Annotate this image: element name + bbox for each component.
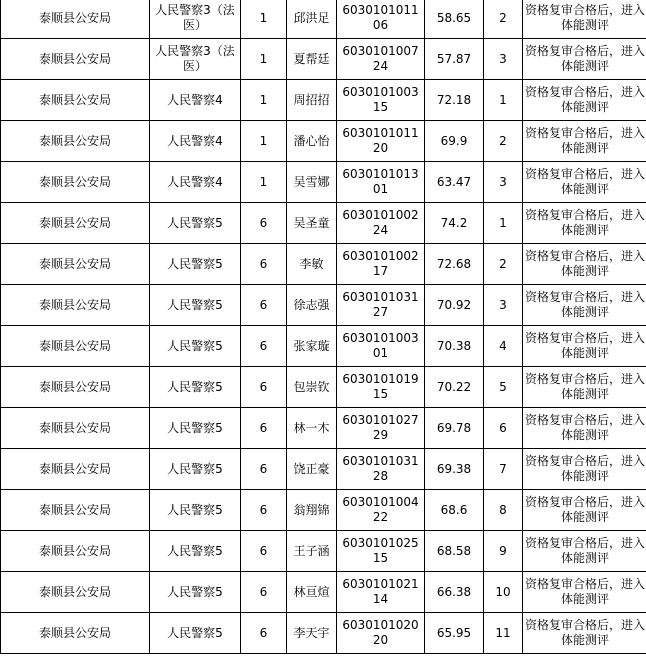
cell-recruiting-unit: 泰顺县公安局 [1, 367, 150, 408]
cell-written-score: 72.18 [425, 80, 484, 121]
cell-position: 人民警察5 [150, 490, 241, 531]
cell-hire-count: 6 [241, 531, 287, 572]
cell-exam-number: 603010102729 [337, 408, 425, 449]
table-row [1, 531, 646, 572]
cell-recruiting-unit: 泰顺县公安局 [1, 572, 150, 613]
cell-recruiting-unit: 泰顺县公安局 [1, 531, 150, 572]
cell-rank: 2 [484, 0, 523, 39]
cell-rank: 10 [484, 572, 523, 613]
cell-recruiting-unit: 泰顺县公安局 [1, 80, 150, 121]
cell-candidate-name: 邱洪足 [287, 0, 337, 39]
cell-rank: 1 [484, 203, 523, 244]
cell-hire-count: 6 [241, 203, 287, 244]
cell-position: 人民警察5 [150, 531, 241, 572]
cell-hire-count: 6 [241, 244, 287, 285]
table-row [1, 0, 646, 39]
cell-rank: 9 [484, 531, 523, 572]
cell-candidate-name: 周招招 [287, 80, 337, 121]
cell-written-score: 69.78 [425, 408, 484, 449]
cell-candidate-name: 林亘煊 [287, 572, 337, 613]
cell-written-score: 68.58 [425, 531, 484, 572]
table-row [1, 203, 646, 244]
cell-hire-count: 6 [241, 449, 287, 490]
cell-rank: 11 [484, 613, 523, 654]
cell-written-score: 65.95 [425, 613, 484, 654]
cell-remark: 资格复审合格后，进入体能测评 [523, 449, 646, 490]
cell-written-score: 70.92 [425, 285, 484, 326]
cell-written-score: 57.87 [425, 39, 484, 80]
cell-remark: 资格复审合格后，进入体能测评 [523, 572, 646, 613]
cell-hire-count: 6 [241, 490, 287, 531]
cell-exam-number: 603010101301 [337, 162, 425, 203]
cell-position: 人民警察3（法医） [150, 39, 241, 80]
cell-position: 人民警察5 [150, 367, 241, 408]
cell-hire-count: 6 [241, 326, 287, 367]
cell-written-score: 70.38 [425, 326, 484, 367]
cell-remark: 资格复审合格后，进入体能测评 [523, 203, 646, 244]
cell-exam-number: 603010103127 [337, 285, 425, 326]
cell-candidate-name: 吴雪娜 [287, 162, 337, 203]
table-row [1, 613, 646, 654]
cell-hire-count: 1 [241, 80, 287, 121]
cell-rank: 3 [484, 39, 523, 80]
cell-written-score: 69.9 [425, 121, 484, 162]
cell-written-score: 58.65 [425, 0, 484, 39]
cell-exam-number: 603010102114 [337, 572, 425, 613]
cell-recruiting-unit: 泰顺县公安局 [1, 613, 150, 654]
table-row [1, 367, 646, 408]
cell-remark: 资格复审合格后，进入体能测评 [523, 121, 646, 162]
cell-candidate-name: 夏帮廷 [287, 39, 337, 80]
cell-exam-number: 603010100301 [337, 326, 425, 367]
cell-hire-count: 6 [241, 408, 287, 449]
cell-exam-number: 603010100724 [337, 39, 425, 80]
cell-remark: 资格复审合格后，进入体能测评 [523, 244, 646, 285]
cell-recruiting-unit: 泰顺县公安局 [1, 162, 150, 203]
cell-position: 人民警察5 [150, 326, 241, 367]
cell-remark: 资格复审合格后，进入体能测评 [523, 0, 646, 39]
cell-remark: 资格复审合格后，进入体能测评 [523, 408, 646, 449]
cell-rank: 5 [484, 367, 523, 408]
cell-position: 人民警察5 [150, 285, 241, 326]
cell-position: 人民警察5 [150, 449, 241, 490]
table-row [1, 490, 646, 531]
cell-exam-number: 603010103128 [337, 449, 425, 490]
cell-exam-number: 603010100217 [337, 244, 425, 285]
cell-rank: 3 [484, 162, 523, 203]
cell-rank: 2 [484, 121, 523, 162]
cell-position: 人民警察3（法医） [150, 0, 241, 39]
cell-position: 人民警察4 [150, 80, 241, 121]
cell-rank: 2 [484, 244, 523, 285]
cell-exam-number: 603010100315 [337, 80, 425, 121]
cell-exam-number: 603010101915 [337, 367, 425, 408]
cell-remark: 资格复审合格后，进入体能测评 [523, 80, 646, 121]
cell-exam-number: 603010100422 [337, 490, 425, 531]
cell-hire-count: 6 [241, 572, 287, 613]
cell-remark: 资格复审合格后，进入体能测评 [523, 285, 646, 326]
cell-hire-count: 1 [241, 162, 287, 203]
results-body [1, 0, 646, 654]
cell-rank: 8 [484, 490, 523, 531]
cell-position: 人民警察5 [150, 572, 241, 613]
cell-candidate-name: 张家璇 [287, 326, 337, 367]
cell-written-score: 70.22 [425, 367, 484, 408]
cell-recruiting-unit: 泰顺县公安局 [1, 39, 150, 80]
cell-remark: 资格复审合格后，进入体能测评 [523, 367, 646, 408]
cell-recruiting-unit: 泰顺县公安局 [1, 285, 150, 326]
cell-remark: 资格复审合格后，进入体能测评 [523, 613, 646, 654]
cell-recruiting-unit: 泰顺县公安局 [1, 203, 150, 244]
cell-exam-number: 603010101106 [337, 0, 425, 39]
cell-recruiting-unit: 泰顺县公安局 [1, 326, 150, 367]
table-row [1, 162, 646, 203]
cell-rank: 6 [484, 408, 523, 449]
cell-hire-count: 1 [241, 121, 287, 162]
cell-candidate-name: 王子涵 [287, 531, 337, 572]
cell-position: 人民警察5 [150, 203, 241, 244]
cell-written-score: 63.47 [425, 162, 484, 203]
cell-exam-number: 603010102020 [337, 613, 425, 654]
cell-remark: 资格复审合格后，进入体能测评 [523, 162, 646, 203]
table-row [1, 449, 646, 490]
cell-candidate-name: 林一木 [287, 408, 337, 449]
cell-recruiting-unit: 泰顺县公安局 [1, 244, 150, 285]
cell-recruiting-unit: 泰顺县公安局 [1, 408, 150, 449]
cell-recruiting-unit: 泰顺县公安局 [1, 490, 150, 531]
cell-written-score: 66.38 [425, 572, 484, 613]
cell-hire-count: 6 [241, 285, 287, 326]
cell-rank: 7 [484, 449, 523, 490]
cell-written-score: 74.2 [425, 203, 484, 244]
cell-candidate-name: 包崇钦 [287, 367, 337, 408]
table-row [1, 408, 646, 449]
cell-position: 人民警察4 [150, 121, 241, 162]
cell-rank: 3 [484, 285, 523, 326]
cell-remark: 资格复审合格后，进入体能测评 [523, 490, 646, 531]
cell-remark: 资格复审合格后，进入体能测评 [523, 531, 646, 572]
cell-hire-count: 6 [241, 613, 287, 654]
cell-recruiting-unit: 泰顺县公安局 [1, 449, 150, 490]
table-row [1, 244, 646, 285]
cell-remark: 资格复审合格后，进入体能测评 [523, 326, 646, 367]
table-row [1, 80, 646, 121]
cell-rank: 4 [484, 326, 523, 367]
table-row [1, 572, 646, 613]
cell-written-score: 69.38 [425, 449, 484, 490]
table-row [1, 285, 646, 326]
table-row [1, 326, 646, 367]
cell-remark: 资格复审合格后，进入体能测评 [523, 39, 646, 80]
cell-recruiting-unit: 泰顺县公安局 [1, 121, 150, 162]
cell-candidate-name: 吴圣童 [287, 203, 337, 244]
table-row [1, 121, 646, 162]
cell-recruiting-unit: 泰顺县公安局 [1, 0, 150, 39]
cell-candidate-name: 饶正豪 [287, 449, 337, 490]
cell-rank: 1 [484, 80, 523, 121]
cell-written-score: 72.68 [425, 244, 484, 285]
cell-hire-count: 6 [241, 367, 287, 408]
cell-written-score: 68.6 [425, 490, 484, 531]
cell-candidate-name: 潘心怡 [287, 121, 337, 162]
cell-candidate-name: 李天宇 [287, 613, 337, 654]
cell-candidate-name: 李敏 [287, 244, 337, 285]
cell-hire-count: 1 [241, 0, 287, 39]
table-row [1, 39, 646, 80]
cell-hire-count: 1 [241, 39, 287, 80]
cell-position: 人民警察5 [150, 613, 241, 654]
cell-exam-number: 603010101120 [337, 121, 425, 162]
cell-candidate-name: 翁翔锦 [287, 490, 337, 531]
cell-position: 人民警察5 [150, 408, 241, 449]
cell-exam-number: 603010100224 [337, 203, 425, 244]
cell-exam-number: 603010102515 [337, 531, 425, 572]
cell-position: 人民警察5 [150, 244, 241, 285]
cell-position: 人民警察4 [150, 162, 241, 203]
cell-candidate-name: 徐志强 [287, 285, 337, 326]
